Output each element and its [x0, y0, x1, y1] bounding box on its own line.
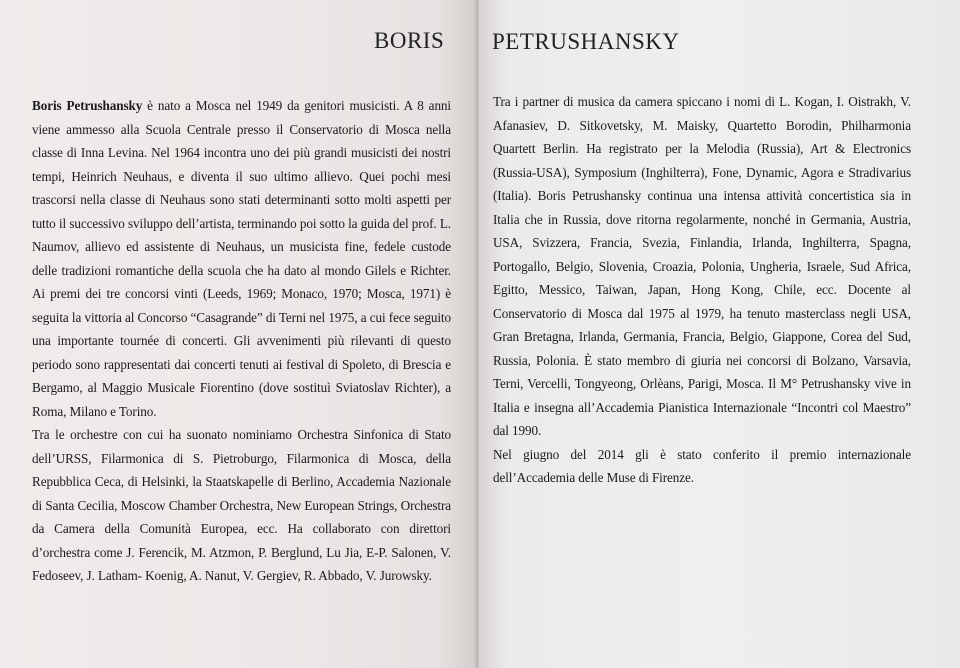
left-paragraph-1	[32, 94, 451, 423]
title-last-name: PETRUSHANSKY	[492, 29, 680, 54]
left-column-text	[32, 94, 451, 588]
artist-name-bold: Boris Petrushansky	[32, 98, 143, 113]
left-paragraph-2: Tra le orchestre con cui ha suonato nominiamo Orchestra Sinfonica di Stato dell’URSS, Filarmonica di S. Pietroburgo, Filarmonica di Mosca, della Repubblica Ceca, di Helsinki, la Staatskapelle di Berlino, Accademia Nazionale di Santa Cecilia, Moscow Chamber Orchestra, New European Strings, Orchestra da Camera della Comunità Europea, ecc. Ha collaborato con direttori d’orchestra come J. Ferencik, M. Atzmon, P. Berglund, Lu Jia, E-P. Salonen, V. Fedoseev, J. Latham- Koenig, A. Nanut, V. Gergiev, R. Abbado, V. Jurowsky.	[32, 427, 451, 583]
right-paragraph-1: Tra i partner di musica da camera spiccano i nomi di L. Kogan, I. Oistrakh, V. Afanasiev, D. Sitkovetsky, M. Maisky, Quartetto Borodin, Philharmonia Quartett Berlin. Ha registrato per la Melodia (Russia), Art & Electronics (Russia-USA), Symposium (Inghilterra), Fone, Dynamic, Agora e Stradivarius (Italia). Boris Petrushansky continua una intensa attività concertistica sia in Italia che in Russia, dove ritorna regolarmente, nonché in Germania, Austria, USA, Svizzera, Francia, Svezia, Finlandia, Irlanda, Inghilterra, Spagna, Portogallo, Belgio, Slovenia, Croazia, Polonia, Ungheria, Israele, Sud Africa, Egitto, Messico, Taiwan, Japan, Hong Kong, Chile, ecc. Docente al Conservatorio di Mosca dal 1975 al 1979, ha tenuto masterclass negli USA, Gran Bretagna, Irlanda, Germania, Francia, Belgio, Giappone, Corea del Sud, Russia, Polonia. È stato membro di giuria nei concorsi di Bolzano, Varsavia, Terni, Vercelli, Tongyeong, Orlèans, Parigi, Mosca. Il M° Petrushansky vive in Italia e insegna all’Accademia Pianistica Internazionale “Incontri col Maestro” dal 1990.	[493, 94, 911, 438]
left-page	[0, 0, 476, 668]
right-paragraph-2: Nel giugno del 2014 gli è stato conferito il premio internazionale dell’Accademia delle Muse di Firenze.	[493, 446, 911, 485]
title-first-name: BORIS	[374, 28, 445, 53]
right-page	[479, 0, 960, 668]
left-paragraph-1-body: è nato a Mosca nel 1949 da genitori musicisti. A 8 anni viene ammesso alla Scuola Centrale presso il Conservatorio di Mosca nella classe di Inna Levina. Nel 1964 incontra uno dei più grandi musicisti dei nostri tempi, Heinrich Neuhaus, e diventa il suo ultimo allievo. Quei pochi mesi trascorsi nella classe di Neuhaus sono stati determinanti sotto molti aspetti per tutto il successivo sviluppo dell’artista, terminando poi sotto la guida del prof. L. Naumov, allievo ed assistente di Neuhaus, un musicista fine, fedele custode delle tradizioni romantiche della scuola che ha dato al mondo Gilels e Richter. Ai premi dei tre concorsi vinti (Leeds, 1969; Monaco, 1970; Mosca, 1971) è seguita la vittoria al Concorso “Casagrande” di Terni nel 1975, a cui fece seguito una importante tournée di concerti. Gli avvenimenti più rilevanti di questo periodo sono rappresentati dai concerti tenuti ai festival di Spoleto, di Brescia e Bergamo, al Maggio Musicale Fiorentino (dove sostituì Sviatoslav Richter), a Roma, Milano e Torino.	[32, 98, 451, 419]
right-column-text	[493, 90, 911, 490]
